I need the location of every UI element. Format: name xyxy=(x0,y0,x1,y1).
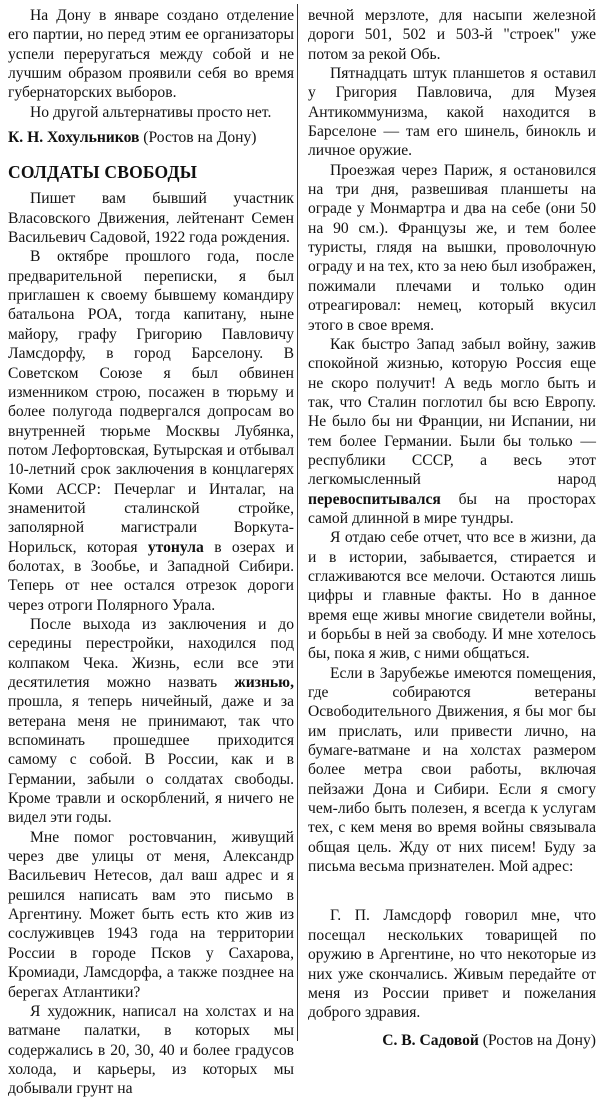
address-gap xyxy=(308,876,596,906)
text-run: В октябре прошлого года, после предварительной переписки, я был приглашен к своему бывшему командиру батальона РОА, тогда капитану, ныне майору, графу Григорию Павловичу Ламсдорфу, в город Барселону. В Советском Союзе я был обвинен изменником строю, посажен в тюрьму и более полугода подвергался допросам во внутренней тюрьме Москвы Лубянка, потом Лефортовская, Бутырская и отбывал 10-летний срок заключения в концлагерях Коми АССР: Печерлаг и Инталаг, на знаменитой сталинской стройке, заполярной магистрали Воркута-Норильск, которая xyxy=(8,248,294,556)
intro-paragraph-1: На Дону в январе создано отделение его партии, но перед этим ее организаторы успели переругаться между собой и не лучшим образом проявили себя во время губернаторских выборов. xyxy=(8,7,294,102)
article-headline: СОЛДАТЫ СВОБОДЫ xyxy=(8,162,198,183)
signature-place: (Ростов на Дону) xyxy=(139,129,257,147)
article-paragraph-7: Проезжая через Париж, я остановился на три дня, развешивая планшеты на ограде у Монмартра и два на себе (они 50 на 90 см.). Французы же, и тем более туристы, глядя на вышки, проволочную ограду и на тех, кто за нею был изображен, пожимали плечами и только один отреагировал: немец, который вкусил этого в свое время. xyxy=(308,161,596,334)
bold-word: перевоспитывался xyxy=(308,490,441,508)
article-paragraph-4: Мне помог ростовчанин, живущий через две улицы от меня, Александр Васильевич Нетесов, дал ваш адрес и я решился написать вам это письмо в Аргентину. Может быть есть кто жив из сослуживцев 1943 года на территории России в городе Псков у Сахарова, Кромиади, Ламсдорфа, а также позднее на берегах Атлантики? xyxy=(8,828,294,1001)
signature-name: С. В. Садовой xyxy=(382,1031,479,1049)
left-column xyxy=(8,6,294,1099)
text-run: бы на просторах самой длинной в мире тундры. xyxy=(308,490,596,527)
signature-sadovoy xyxy=(308,1031,596,1050)
article-paragraph-8 xyxy=(308,335,596,528)
article-paragraph-10: Если в Зарубежье имеются помещения, где собираются ветераны Освободительного Движения, я бы мог бы им прислать, или привести лично, на бумаге-ватмане и на холстах размером более метра свои работы, включая пейзажи Дона и Сибири. Если я смогу чем-либо быть полезен, я всегда к услугам тех, с кем меня во время войны связывала общая цель. Жду от них писем! Буду за письма весьма признателен. Мой адрес: xyxy=(308,664,596,876)
article-paragraph-11: Г. П. Ламсдорф говорил мне, что посещал нескольких товарищей по оружию в Аргентине, но что некоторые из них уже скончались. Живым передайте от меня из России привет и пожелания доброго здравия. xyxy=(308,907,596,1022)
text-run: в озерах и болотах, в Зообье, и Западной Сибири. Теперь от нее остался отрезок дороги через отроги Полярного Урала. xyxy=(8,538,294,614)
article-paragraph-9: Я отдаю себе отчет, что все в жизни, да и в истории, забывается, стирается и сглаживаются все мелочи. Остаются лишь цифры и главные факты. Но в данное время еще живы многие свидетели войны, и борьбы в ней за свободу. И мне хотелось бы, пока я жив, с ними общаться. xyxy=(308,529,596,663)
article-paragraph-1: Пишет вам бывший участник Власовского Движения, лейтенант Семен Васильевич Садовой, 1922 года рождения. xyxy=(8,190,294,247)
bold-word: жизнью, xyxy=(234,674,294,691)
signature-khokhulnikov xyxy=(8,128,294,147)
bold-word: утонула xyxy=(147,538,204,556)
text-run: После выхода из заключения и до середины перестройки, находился под колпаком Чека. Жизнь, если все эти десятилетия можно назвать xyxy=(8,615,294,691)
text-run: Как быстро Запад забыл войну, зажив спокойной жизнью, которую Россия еще не скоро получит! А ведь могло быть и так, что Сталин поглотил бы всю Европу. Не было бы ни Франции, ни Испании, ни тем более Германии. Были бы только — республики СССР, а весь этот легкомысленный народ xyxy=(308,335,596,489)
article-paragraph-3 xyxy=(8,615,294,828)
text-run: прошла, я теперь ничейный, даже и за ветерана меня не принимают, так что вспоминать прошедшее приходится самому с собой. В России, как и в Германии, забыли о солдатах свободы. Кроме травли и оскорблений, я ничего не видел эти годы. xyxy=(8,693,294,827)
article-paragraph-2 xyxy=(8,247,294,615)
signature-place: (Ростов на Дону) xyxy=(478,1031,596,1049)
signature-name: К. Н. Хохульников xyxy=(8,129,140,147)
right-column xyxy=(308,6,596,1050)
column-divider xyxy=(297,4,298,1041)
article-paragraph-5-continued: вечной мерзлоте, для насыпи железной дороги 501, 502 и 503-й "строек" уже потом за рекой Обь. xyxy=(308,7,596,63)
article-paragraph-5: Я художник, написал на холстах и на ватмане палатки, в которых мы содержались в 20, 30, 40 и более градусов холода, и карьеры, из которых мы добывали грунт на xyxy=(8,1002,294,1098)
intro-paragraph-2: Но другой альтернативы просто нет. xyxy=(30,103,272,121)
article-paragraph-6: Пятнадцать штук планшетов я оставил у Григория Павловича, для Музея Антикоммунизма, какой находится в Барселоне — там его шинель, бинокль и личное оружие. xyxy=(308,65,596,160)
